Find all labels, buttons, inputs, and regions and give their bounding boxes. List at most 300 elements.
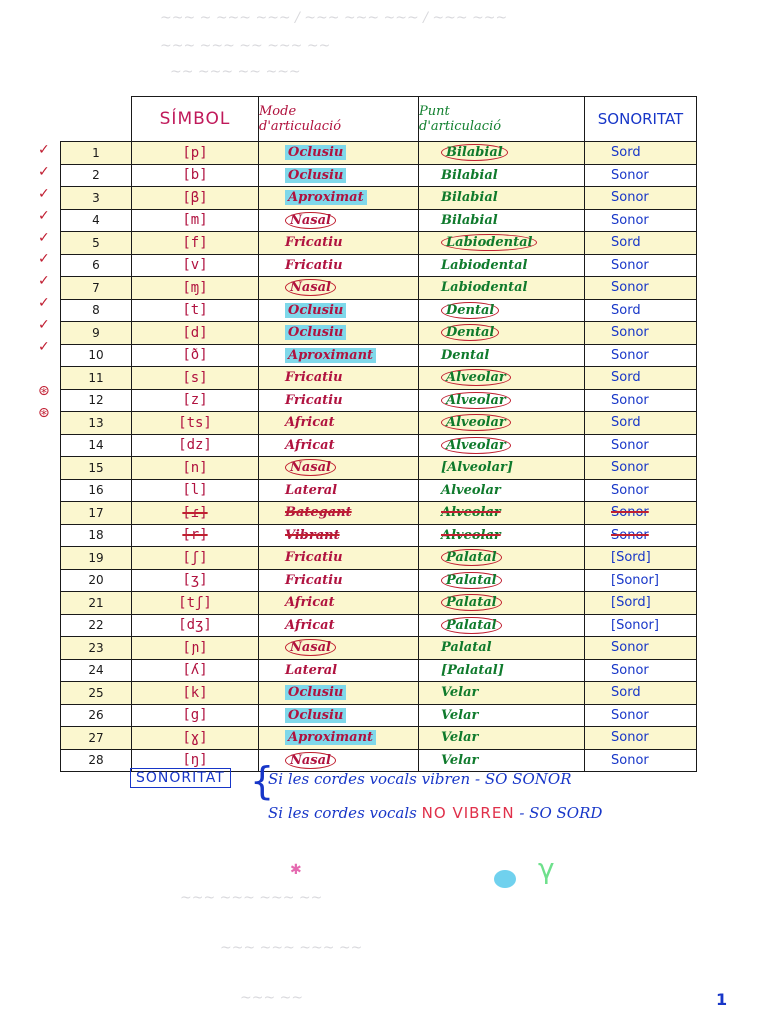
voicing <box>585 637 697 660</box>
voicing <box>585 344 697 367</box>
ipa-symbol-text: [z] <box>182 392 208 409</box>
row-number: 5 <box>61 232 132 255</box>
ipa-symbol <box>132 704 259 727</box>
row-number: 4 <box>61 209 132 232</box>
place-text: Velar <box>441 685 479 701</box>
place-text: Labiodental <box>441 257 528 273</box>
ipa-symbol <box>132 569 259 592</box>
place-of-articulation <box>419 457 585 480</box>
table-row <box>61 502 697 525</box>
highlighter-blot <box>494 870 516 888</box>
row-number: 20 <box>61 569 132 592</box>
manner-of-articulation <box>259 749 419 772</box>
manner-text: Fricatiu <box>285 235 343 251</box>
place-text: Dental <box>441 302 499 319</box>
ipa-symbol-text: [m] <box>182 212 208 229</box>
place-of-articulation <box>419 704 585 727</box>
row-number: 28 <box>61 749 132 772</box>
bleed-through-text: ~~~ ~~ <box>240 990 304 1006</box>
place-text: Alveolar <box>441 482 501 498</box>
manner-of-articulation <box>259 232 419 255</box>
legend-line1-suffix: - SO SONOR <box>475 770 572 788</box>
manner-text: Vibrant <box>285 527 340 543</box>
check-icon: ✓ <box>38 295 50 312</box>
table-row <box>61 479 697 502</box>
voicing <box>585 502 697 525</box>
row-number: 18 <box>61 524 132 547</box>
table-row <box>61 254 697 277</box>
ipa-symbol <box>132 254 259 277</box>
header-mode-line2: d'articulació <box>259 119 342 134</box>
row-number: 16 <box>61 479 132 502</box>
ipa-symbol <box>132 502 259 525</box>
ipa-symbol-text: [ʃ] <box>182 549 208 566</box>
voicing <box>585 457 697 480</box>
manner-text: Aproximant <box>285 730 376 745</box>
check-icon: ✓ <box>38 317 50 334</box>
check-icon: ✓ <box>38 207 50 224</box>
check-icon: ✓ <box>38 142 50 158</box>
place-of-articulation <box>419 614 585 637</box>
voicing-text: Sonor <box>611 167 649 183</box>
manner-text: Lateral <box>285 662 338 678</box>
ipa-symbol-text: [ʎ] <box>182 662 208 679</box>
ipa-symbol <box>132 592 259 615</box>
ipa-symbol <box>132 434 259 457</box>
manner-of-articulation <box>259 187 419 210</box>
place-text: Palatal <box>441 549 502 566</box>
manner-text: Oclusiu <box>285 145 346 160</box>
manner-text: Africat <box>285 595 335 611</box>
bleed-through-text: ~~~ ~~~ ~~~ ~~ <box>220 940 363 956</box>
ipa-symbol-text: [ð] <box>182 347 208 364</box>
voicing-text: Sord <box>611 685 641 701</box>
ipa-symbol-text: [ts] <box>178 414 212 431</box>
manner-of-articulation <box>259 299 419 322</box>
place-of-articulation <box>419 637 585 660</box>
ipa-symbol-text: [k] <box>182 684 208 701</box>
voicing-text: Sonor <box>611 257 649 273</box>
ink-dot-mark: ✱ <box>290 862 302 878</box>
ipa-symbol <box>132 367 259 390</box>
star-mark-icon: ⊛ <box>38 382 50 399</box>
place-of-articulation <box>419 277 585 300</box>
voicing-text: Sonor <box>611 640 649 656</box>
place-text: Alveolar <box>441 437 511 454</box>
table-row <box>61 299 697 322</box>
voicing-text: Sord <box>611 145 641 161</box>
voicing <box>585 187 697 210</box>
ipa-symbol-text: [ɱ] <box>182 279 208 296</box>
voicing-text: Sord <box>611 415 641 431</box>
voicing <box>585 299 697 322</box>
place-text: Palatal <box>441 594 502 611</box>
table-row <box>61 142 697 165</box>
place-of-articulation <box>419 299 585 322</box>
table-row <box>61 277 697 300</box>
manner-text: Fricatiu <box>285 572 343 588</box>
voicing <box>585 367 697 390</box>
place-of-articulation <box>419 209 585 232</box>
row-number: 27 <box>61 727 132 750</box>
table-row <box>61 164 697 187</box>
ipa-symbol <box>132 412 259 435</box>
manner-of-articulation <box>259 569 419 592</box>
ipa-symbol <box>132 457 259 480</box>
row-number: 26 <box>61 704 132 727</box>
star-mark-icon: ⊛ <box>38 404 50 421</box>
voicing <box>585 704 697 727</box>
ipa-symbol-text: [n] <box>182 459 208 476</box>
row-number: 19 <box>61 547 132 570</box>
place-of-articulation <box>419 344 585 367</box>
place-text: Palatal <box>441 640 492 656</box>
manner-of-articulation <box>259 614 419 637</box>
voicing <box>585 727 697 750</box>
ipa-symbol-text: [β] <box>182 189 208 206</box>
voicing-text: Sonor <box>611 662 649 678</box>
place-of-articulation <box>419 412 585 435</box>
row-number: 8 <box>61 299 132 322</box>
manner-of-articulation <box>259 322 419 345</box>
check-icon: ✓ <box>38 251 50 268</box>
ipa-symbol-text: [ɾ] <box>182 504 208 521</box>
ipa-symbol <box>132 547 259 570</box>
ipa-symbol-text: [b] <box>182 167 208 184</box>
ipa-symbol <box>132 277 259 300</box>
row-number: 23 <box>61 637 132 660</box>
voicing-text: Sord <box>611 302 641 318</box>
table-row <box>61 614 697 637</box>
place-text: Velar <box>441 707 479 723</box>
voicing-text: Sonor <box>611 460 649 476</box>
table-row <box>61 412 697 435</box>
manner-text: Fricatiu <box>285 550 343 566</box>
voicing <box>585 479 697 502</box>
table-row <box>61 659 697 682</box>
header-empty-cell <box>61 97 132 142</box>
ipa-symbol-text: [v] <box>182 257 208 274</box>
ipa-symbol <box>132 659 259 682</box>
row-number: 13 <box>61 412 132 435</box>
page-number: 1 <box>716 990 728 1009</box>
voicing <box>585 277 697 300</box>
row-number: 9 <box>61 322 132 345</box>
voicing <box>585 547 697 570</box>
voicing <box>585 592 697 615</box>
row-number: 11 <box>61 367 132 390</box>
header-mode <box>259 97 419 142</box>
manner-of-articulation <box>259 209 419 232</box>
voicing-text: Sonor <box>611 752 649 768</box>
voicing-text: Sord <box>611 235 641 251</box>
voicing <box>585 614 697 637</box>
row-number: 1 <box>61 142 132 165</box>
place-of-articulation <box>419 367 585 390</box>
place-of-articulation <box>419 254 585 277</box>
table-body <box>61 142 697 772</box>
place-text: Alveolar <box>441 392 511 409</box>
manner-of-articulation <box>259 367 419 390</box>
ipa-symbol-text: [dʒ] <box>178 617 212 634</box>
table-row <box>61 682 697 705</box>
table-row <box>61 322 697 345</box>
row-number: 10 <box>61 344 132 367</box>
check-icon: ✓ <box>38 273 50 290</box>
check-icon: ✓ <box>38 163 50 180</box>
voicing-text: Sonor <box>611 325 649 341</box>
ipa-symbol <box>132 164 259 187</box>
ipa-symbol-text: [ɣ] <box>182 729 208 746</box>
manner-of-articulation <box>259 592 419 615</box>
place-text: Alveolar <box>441 369 511 386</box>
table-row <box>61 344 697 367</box>
bleed-through-text: ~~ ~~~ ~~ ~~~ <box>170 64 301 80</box>
phonetic-table <box>60 96 697 772</box>
ipa-symbol <box>132 344 259 367</box>
check-icon: ✓ <box>38 339 50 356</box>
ipa-symbol-text: [ɲ] <box>182 639 208 656</box>
place-text: Velar <box>441 730 479 746</box>
header-punt-line2: d'articulació <box>419 119 502 134</box>
manner-text: Oclusiu <box>285 325 346 340</box>
manner-text: Africat <box>285 437 335 453</box>
legend-line2-red: NO VIBREN <box>421 804 515 822</box>
ipa-symbol <box>132 142 259 165</box>
manner-of-articulation <box>259 457 419 480</box>
place-of-articulation <box>419 187 585 210</box>
row-number: 25 <box>61 682 132 705</box>
voicing-text: Sord <box>611 370 641 386</box>
place-text: Velar <box>441 752 479 768</box>
manner-text: Africat <box>285 415 335 431</box>
legend-label-box: SONORITAT <box>130 768 231 788</box>
row-number: 21 <box>61 592 132 615</box>
header-sonoritat: SONORITAT <box>585 97 697 142</box>
manner-of-articulation <box>259 659 419 682</box>
place-of-articulation <box>419 389 585 412</box>
green-checkmark-icon: γ <box>538 852 555 885</box>
ipa-symbol <box>132 187 259 210</box>
manner-text: Fricatiu <box>285 392 343 408</box>
place-of-articulation <box>419 727 585 750</box>
voicing-text: [Sonor] <box>611 617 659 633</box>
place-text: Dental <box>441 324 499 341</box>
voicing-text: Sonor <box>611 505 649 521</box>
row-number: 14 <box>61 434 132 457</box>
table-header-row <box>61 97 697 142</box>
table-row <box>61 434 697 457</box>
manner-text: Aproximant <box>285 348 376 363</box>
table-row <box>61 367 697 390</box>
voicing <box>585 142 697 165</box>
ipa-symbol <box>132 637 259 660</box>
voicing <box>585 389 697 412</box>
voicing-text: Sonor <box>611 190 649 206</box>
row-number: 15 <box>61 457 132 480</box>
manner-text: Nasal <box>285 459 336 476</box>
voicing-text: Sonor <box>611 527 649 543</box>
table-row <box>61 547 697 570</box>
place-text: Bilabial <box>441 144 508 161</box>
voicing-text: [Sord] <box>611 595 651 611</box>
voicing-text: Sonor <box>611 212 649 228</box>
manner-text: Lateral <box>285 482 338 498</box>
table-row <box>61 637 697 660</box>
manner-of-articulation <box>259 637 419 660</box>
manner-text: Fricatiu <box>285 257 343 273</box>
table-row <box>61 524 697 547</box>
voicing <box>585 164 697 187</box>
voicing <box>585 232 697 255</box>
place-text: Bilabial <box>441 212 498 228</box>
manner-text: Oclusiu <box>285 685 346 700</box>
place-text: Labiodental <box>441 234 537 251</box>
place-of-articulation <box>419 592 585 615</box>
ipa-symbol <box>132 232 259 255</box>
manner-text: Nasal <box>285 639 336 656</box>
brace-icon: { <box>250 759 275 803</box>
place-text: Alveolar <box>441 505 501 521</box>
manner-text: Fricatiu <box>285 370 343 386</box>
legend-line1-prefix: Si les cordes vocals vibren <box>268 770 471 788</box>
voicing <box>585 682 697 705</box>
ipa-symbol-text: [t] <box>182 302 208 319</box>
row-number: 17 <box>61 502 132 525</box>
place-text: [Alveolar] <box>441 460 514 476</box>
header-punt <box>419 97 585 142</box>
header-punt-line1: Punt <box>419 104 450 119</box>
bleed-through-text: ~~~ ~~~ ~~ ~~~ ~~ <box>160 38 331 54</box>
ipa-symbol-text: [p] <box>182 144 208 161</box>
manner-of-articulation <box>259 164 419 187</box>
ipa-symbol-text: [d] <box>182 324 208 341</box>
manner-of-articulation <box>259 727 419 750</box>
ipa-symbol-text: [tʃ] <box>178 594 212 611</box>
ipa-symbol <box>132 209 259 232</box>
row-number: 12 <box>61 389 132 412</box>
voicing-text: Sonor <box>611 482 649 498</box>
voicing-text: Sonor <box>611 392 649 408</box>
manner-of-articulation <box>259 502 419 525</box>
place-of-articulation <box>419 142 585 165</box>
voicing-text: Sonor <box>611 280 649 296</box>
manner-of-articulation <box>259 434 419 457</box>
check-marks-column <box>38 140 62 425</box>
voicing <box>585 322 697 345</box>
table-row <box>61 232 697 255</box>
table-row <box>61 209 697 232</box>
place-of-articulation <box>419 547 585 570</box>
place-text: Palatal <box>441 617 502 634</box>
manner-text: Bategant <box>285 505 352 521</box>
manner-text: Nasal <box>285 752 336 769</box>
manner-of-articulation <box>259 277 419 300</box>
manner-of-articulation <box>259 412 419 435</box>
voicing <box>585 434 697 457</box>
ipa-symbol-text: [s] <box>182 369 208 386</box>
ipa-symbol <box>132 322 259 345</box>
check-icon <box>38 359 62 381</box>
voicing-text: [Sord] <box>611 550 651 566</box>
row-number: 2 <box>61 164 132 187</box>
row-number: 7 <box>61 277 132 300</box>
check-icon: ✓ <box>38 185 50 202</box>
place-of-articulation <box>419 479 585 502</box>
place-of-articulation <box>419 749 585 772</box>
manner-text: Aproximat <box>285 190 367 205</box>
place-of-articulation <box>419 322 585 345</box>
table-row <box>61 727 697 750</box>
place-of-articulation <box>419 524 585 547</box>
place-of-articulation <box>419 659 585 682</box>
ipa-symbol-text: [r] <box>182 527 208 544</box>
place-of-articulation <box>419 682 585 705</box>
table-row <box>61 187 697 210</box>
ipa-symbol-text: [f] <box>182 234 208 251</box>
voicing <box>585 749 697 772</box>
place-of-articulation <box>419 164 585 187</box>
table-row <box>61 389 697 412</box>
place-text: Bilabial <box>441 167 498 183</box>
place-of-articulation <box>419 502 585 525</box>
place-of-articulation <box>419 569 585 592</box>
manner-of-articulation <box>259 389 419 412</box>
place-text: Palatal <box>441 572 502 589</box>
bleed-through-text: ~~~ ~ ~~~ ~~~ / ~~~ ~~~ ~~~ / ~~~ ~~~ <box>160 10 508 26</box>
place-text: Dental <box>441 347 490 363</box>
table-row <box>61 592 697 615</box>
ipa-symbol <box>132 614 259 637</box>
voicing <box>585 209 697 232</box>
legend-line2-prefix: Si les cordes vocals <box>268 804 417 822</box>
ipa-symbol <box>132 524 259 547</box>
ipa-symbol-text: [ʒ] <box>182 572 208 589</box>
manner-text: Oclusiu <box>285 708 346 723</box>
voicing-text: Sonor <box>611 730 649 746</box>
row-number: 3 <box>61 187 132 210</box>
manner-text: Nasal <box>285 279 336 296</box>
ipa-symbol-text: [l] <box>182 482 208 499</box>
manner-of-articulation <box>259 254 419 277</box>
voicing <box>585 254 697 277</box>
place-text: Labiodental <box>441 280 528 296</box>
manner-of-articulation <box>259 142 419 165</box>
voicing <box>585 659 697 682</box>
voicing-text: Sonor <box>611 707 649 723</box>
row-number: 22 <box>61 614 132 637</box>
voicing <box>585 412 697 435</box>
place-text: Alveolar <box>441 414 511 431</box>
place-of-articulation <box>419 232 585 255</box>
ipa-symbol <box>132 727 259 750</box>
header-mode-line1: Mode <box>259 104 297 119</box>
ipa-symbol-text: [dz] <box>178 437 212 454</box>
bleed-through-text: ~~~ ~~~ ~~~ ~~ <box>180 890 323 906</box>
voicing-text: [Sonor] <box>611 572 659 588</box>
voicing-text: Sonor <box>611 347 649 363</box>
voicing <box>585 524 697 547</box>
ipa-symbol <box>132 682 259 705</box>
manner-of-articulation <box>259 682 419 705</box>
header-simbol: SÍMBOL <box>132 97 259 142</box>
manner-text: Nasal <box>285 212 336 229</box>
place-text: Alveolar <box>441 527 501 543</box>
manner-of-articulation <box>259 524 419 547</box>
ipa-symbol <box>132 479 259 502</box>
table-row <box>61 569 697 592</box>
row-number: 6 <box>61 254 132 277</box>
